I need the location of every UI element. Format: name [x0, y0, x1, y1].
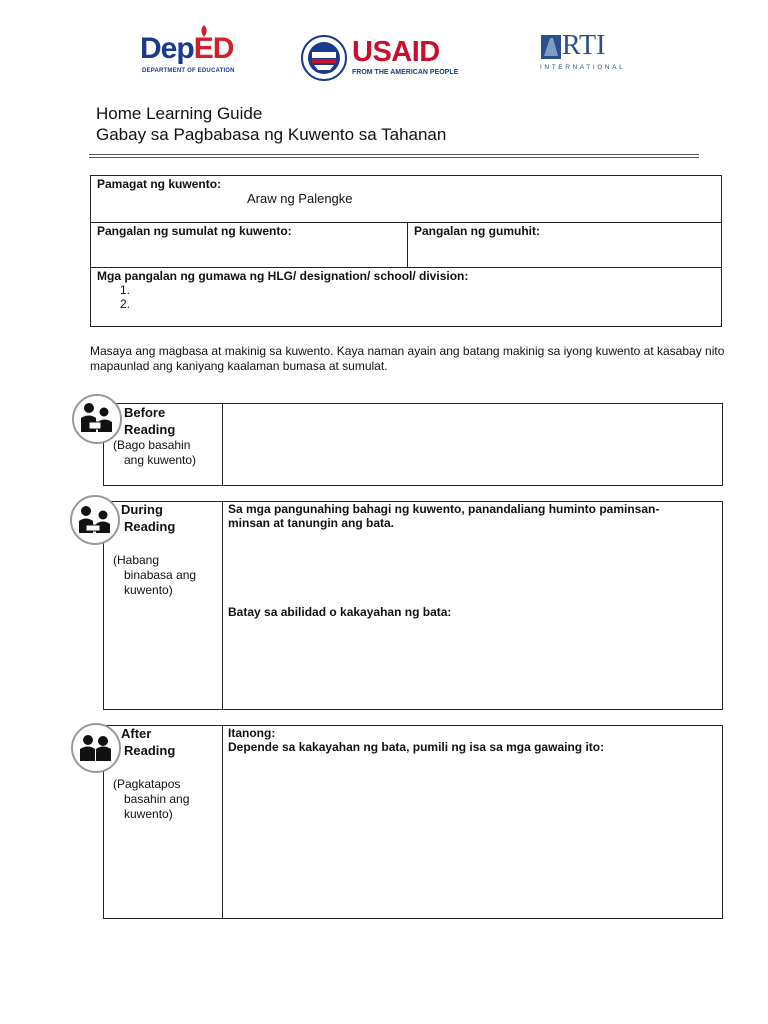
- during-heading-line1: During: [121, 502, 163, 517]
- during-subtitle: [113, 553, 196, 598]
- deped-logo: [140, 24, 244, 80]
- makers-item: 1.: [120, 283, 131, 297]
- usaid-logo: [300, 34, 460, 84]
- story-title-label: Pamagat ng kuwento:: [97, 177, 222, 191]
- before-heading-line2: Reading: [124, 422, 176, 437]
- during-subtitle-line3: kuwento): [124, 583, 173, 597]
- during-heading-line2: Reading: [124, 519, 176, 534]
- story-info-table: [90, 175, 722, 327]
- before-heading: [124, 404, 175, 438]
- after-reading-box: [103, 725, 723, 919]
- during-heading: [121, 501, 175, 535]
- author-label: Pangalan ng sumulat ng kuwento:: [97, 224, 292, 238]
- before-subtitle-line2: ang kuwento): [124, 453, 197, 467]
- usaid-seal-icon: [300, 34, 348, 82]
- during-ability-note: Batay sa abilidad o kakayahan ng bata:: [228, 605, 452, 619]
- makers-item: 2.: [120, 297, 131, 311]
- page-title: Home Learning Guide: [96, 104, 263, 123]
- usaid-wordmark: USAID: [352, 36, 440, 68]
- during-subtitle-line2: binabasa ang: [124, 568, 197, 582]
- after-subtitle-line2: basahin ang: [124, 792, 190, 806]
- reading-people-icon: [79, 402, 115, 436]
- deped-wordmark: [140, 32, 233, 66]
- after-reading-icon-circle: [71, 723, 121, 773]
- illustrator-label: Pangalan ng gumuhit:: [414, 224, 540, 238]
- during-subtitle-line1: (Habang: [113, 553, 160, 567]
- intro-paragraph: Masaya ang magbasa at makinig sa kuwento. Kaya naman ayain ang batang makinig sa iyong kuwento at kasabay nito mapaunlad ang kaniyang kaalaman bumasa at sumulat.: [90, 344, 725, 373]
- deped-subtitle: DEPARTMENT OF EDUCATION: [142, 68, 235, 74]
- rti-logo: [540, 30, 640, 74]
- before-heading-line1: Before: [124, 405, 166, 420]
- during-instruction-line1: Sa mga pangunahing bahagi ng kuwento, panandaliang huminto paminsan-: [228, 502, 660, 516]
- reading-people-icon: [77, 503, 113, 537]
- deped-word-a: Dep: [140, 32, 194, 65]
- column-divider: [407, 222, 408, 267]
- row-divider: [91, 222, 721, 223]
- rti-logo-icon: [540, 34, 562, 60]
- reading-people-icon: [78, 731, 114, 765]
- usaid-subtitle: FROM THE AMERICAN PEOPLE: [352, 69, 459, 76]
- before-subtitle-line1: (Bago basahin: [113, 438, 191, 452]
- before-subtitle: [113, 438, 196, 468]
- makers-list: [120, 283, 130, 311]
- after-heading-line1: After: [121, 726, 152, 741]
- after-instruction: [228, 726, 604, 754]
- after-subtitle: [113, 777, 189, 822]
- during-instruction: [228, 502, 659, 530]
- before-reading-icon-circle: [72, 394, 122, 444]
- column-divider: [222, 404, 223, 485]
- after-instruction-line1: Itanong:: [228, 726, 276, 740]
- during-instruction-line2: minsan at tanungin ang bata.: [228, 516, 395, 530]
- title-rule-top: [89, 154, 699, 155]
- rti-subtitle: INTERNATIONAL: [540, 64, 626, 71]
- after-instruction-line2: Depende sa kakayahan ng bata, pumili ng isa sa mga gawaing ito:: [228, 740, 605, 754]
- row-divider: [91, 267, 721, 268]
- deped-word-b: ED: [193, 32, 234, 65]
- column-divider: [222, 502, 223, 709]
- column-divider: [222, 726, 223, 918]
- after-heading: [121, 725, 175, 759]
- makers-label: Mga pangalan ng gumawa ng HLG/ designation/ school/ division:: [97, 269, 469, 283]
- title-rule-bottom: [89, 157, 699, 158]
- after-subtitle-line3: kuwento): [124, 807, 173, 821]
- after-heading-line2: Reading: [124, 743, 176, 758]
- page-subtitle: Gabay sa Pagbabasa ng Kuwento sa Tahanan: [96, 125, 447, 144]
- story-title-value: Araw ng Palengke: [247, 191, 353, 206]
- after-subtitle-line1: (Pagkatapos: [113, 777, 181, 791]
- rti-wordmark: RTI: [562, 30, 606, 61]
- during-reading-icon-circle: [70, 495, 120, 545]
